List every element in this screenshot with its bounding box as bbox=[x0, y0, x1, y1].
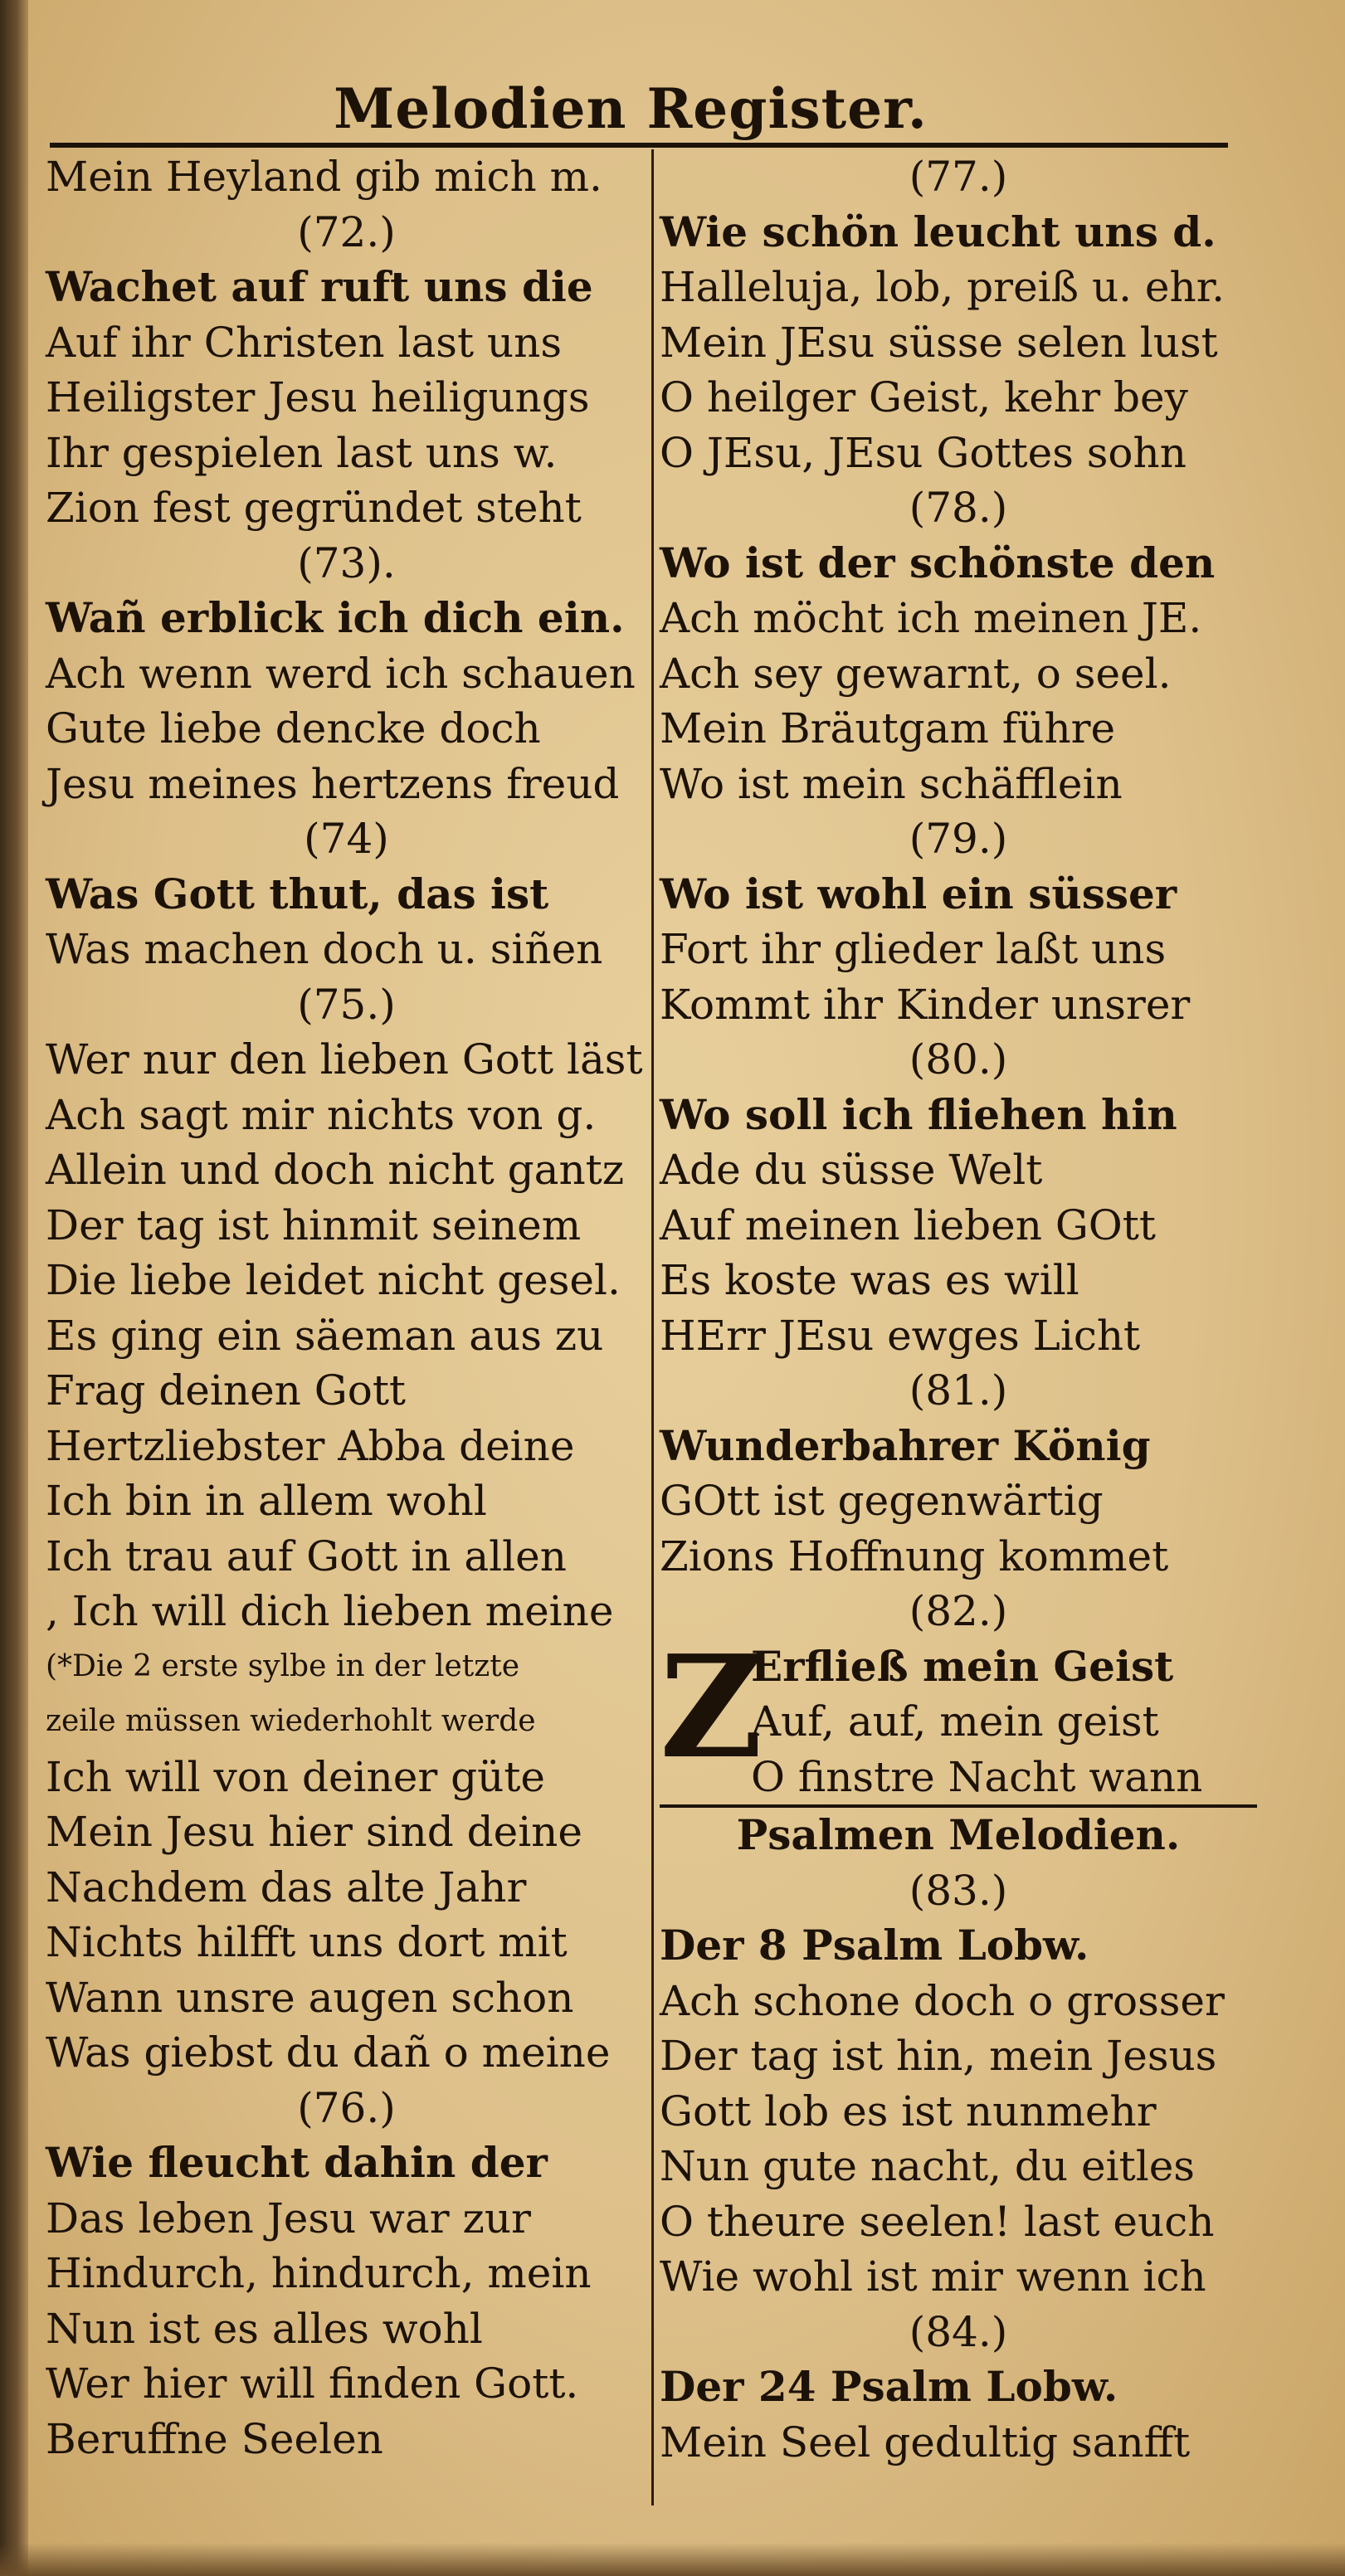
left-hymn-title: Allein und doch nicht gantz bbox=[46, 1146, 625, 1194]
right-hymn-title: GOtt ist gegenwärtig bbox=[660, 1477, 1104, 1525]
right-melody-heading: Wo soll ich fliehen hin bbox=[660, 1089, 1177, 1139]
left-hymn-title: Ich bin in allem wohl bbox=[46, 1477, 487, 1525]
drop-cap: Z bbox=[660, 1624, 763, 1790]
right-column bbox=[660, 149, 1257, 2470]
right-hymn-title: Ach möcht ich meinen JE. bbox=[660, 594, 1202, 642]
right-melody-number: (79.) bbox=[909, 815, 1008, 863]
right-hymn-title: Auf, auf, mein geist bbox=[751, 1697, 1159, 1746]
right-melody-heading: Der 8 Psalm Lobw. bbox=[660, 1921, 1089, 1970]
left-hymn-title: Ach wenn werd ich schauen bbox=[46, 649, 636, 698]
right-hymn-title: Nun gute nacht, du eitles bbox=[660, 2142, 1195, 2190]
left-hymn-title: Beruffne Seelen bbox=[46, 2414, 383, 2463]
left-hymn-title: Wann unsre augen schon bbox=[46, 1973, 574, 2022]
left-hymn-title: Was giebst du dañ o meine bbox=[46, 2028, 611, 2077]
right-hymn-title: O JEsu, JEsu Gottes sohn bbox=[660, 428, 1187, 477]
right-melody-heading: Wunderbahrer König bbox=[660, 1420, 1151, 1470]
right-hymn-title: Es koste was es will bbox=[660, 1256, 1079, 1304]
right-hymn-title: Zions Hoffnung kommet bbox=[660, 1531, 1169, 1580]
header-rule bbox=[50, 143, 1228, 148]
left-hymn-title: Was machen doch u. siñen bbox=[46, 925, 603, 973]
left-hymn-title: Das leben Jesu war zur bbox=[46, 2194, 531, 2242]
right-hymn-title: Ach schone doch o grosser bbox=[660, 1976, 1225, 2025]
left-hymn-title: Die liebe leidet nicht gesel. bbox=[46, 1256, 621, 1304]
right-hymn-title: Mein JEsu süsse selen lust bbox=[660, 318, 1218, 367]
right-melody-number: (80.) bbox=[909, 1035, 1008, 1083]
right-hymn-title: O theure seelen! last euch bbox=[660, 2197, 1215, 2246]
right-melody-heading: Wie schön leucht uns d. bbox=[660, 207, 1216, 256]
left-hymn-title: Mein Jesu hier sind deine bbox=[46, 1808, 582, 1856]
right-hymn-title: Fort ihr glieder laßt uns bbox=[660, 925, 1167, 973]
left-hymn-title: Gute liebe dencke doch bbox=[46, 704, 541, 752]
right-hymn-title: Wo ist mein schäfflein bbox=[660, 759, 1123, 808]
left-footnote-line: zeile müssen wiederhohlt werde bbox=[46, 1704, 536, 1738]
left-hymn-title: Wer nur den lieben Gott läst bbox=[46, 1035, 643, 1083]
right-melody-number: (81.) bbox=[909, 1366, 1008, 1415]
right-hymn-title: Auf meinen lieben GOtt bbox=[660, 1200, 1156, 1249]
left-hymn-title: Nichts hilfft uns dort mit bbox=[46, 1918, 568, 1966]
right-hymn-title: O heilger Geist, kehr bey bbox=[660, 373, 1188, 421]
left-hymn-title: Nun ist es alles wohl bbox=[46, 2304, 483, 2353]
left-hymn-title: Auf ihr Christen last uns bbox=[46, 318, 562, 367]
right-hymn-title: Mein Seel gedultig sanfft bbox=[660, 2418, 1191, 2466]
right-melody-heading: Wo ist der schönste den bbox=[660, 538, 1216, 587]
left-hymn-title: Ich will von deiner güte bbox=[46, 1752, 546, 1801]
right-hymn-title: Halleluja, lob, preiß u. ehr. bbox=[660, 263, 1226, 311]
right-hymn-title: Ade du süsse Welt bbox=[660, 1146, 1043, 1194]
left-hymn-title: Ich trau auf Gott in allen bbox=[46, 1531, 567, 1580]
left-hymn-title: Ach sagt mir nichts von g. bbox=[46, 1090, 597, 1139]
page-edge-shadow bbox=[0, 2543, 1345, 2576]
left-melody-number: (73). bbox=[297, 538, 396, 587]
left-hymn-title: Hertzliebster Abba deine bbox=[46, 1421, 575, 1470]
left-column bbox=[46, 149, 647, 2466]
left-melody-heading: Wañ erblick ich dich ein. bbox=[46, 593, 625, 642]
left-melody-heading: Wachet auf ruft uns die bbox=[46, 262, 593, 311]
right-melody-number: (77.) bbox=[909, 153, 1008, 201]
right-hymn-title: Gott lob es ist nunmehr bbox=[660, 2087, 1157, 2135]
right-hymn-title: O finstre Nacht wann bbox=[660, 1750, 1257, 1809]
left-melody-number: (72.) bbox=[297, 207, 396, 256]
right-hymn-title: HErr JEsu ewges Licht bbox=[660, 1311, 1141, 1360]
right-melody-number: (84.) bbox=[909, 2307, 1008, 2356]
right-section-heading: Psalmen Melodien. bbox=[736, 1810, 1181, 1859]
right-hymn-title: Ach sey gewarnt, o seel. bbox=[660, 649, 1172, 698]
right-melody-number: (82.) bbox=[909, 1587, 1008, 1635]
right-melody-number: (78.) bbox=[909, 484, 1008, 532]
left-melody-number: (76.) bbox=[297, 2083, 396, 2132]
right-melody-heading: Der 24 Psalm Lobw. bbox=[660, 2362, 1118, 2411]
right-hymn-title: Mein Bräutgam führe bbox=[660, 704, 1116, 752]
left-hymn-title: Hindurch, hindurch, mein bbox=[46, 2249, 592, 2297]
column-divider bbox=[651, 149, 654, 2505]
left-hymn-title: Der tag ist hinmit seinem bbox=[46, 1200, 582, 1249]
left-melody-number: (75.) bbox=[297, 980, 396, 1029]
left-hymn-title: Frag deinen Gott bbox=[46, 1366, 407, 1415]
right-melody-number: (83.) bbox=[909, 1866, 1008, 1915]
left-hymn-title: Nachdem das alte Jahr bbox=[46, 1863, 527, 1911]
left-hymn-title: Es ging ein säeman aus zu bbox=[46, 1311, 604, 1360]
right-hymn-title: Der tag ist hin, mein Jesus bbox=[660, 2032, 1217, 2080]
left-footnote-line: (*Die 2 erste sylbe in der letzte bbox=[46, 1648, 520, 1683]
right-hymn-title: Wie wohl ist mir wenn ich bbox=[660, 2252, 1206, 2301]
right-hymn-title: Kommt ihr Kinder unsrer bbox=[660, 980, 1191, 1029]
left-melody-number: (74) bbox=[304, 815, 389, 863]
right-heading-text: Erfließ mein Geist bbox=[751, 1641, 1174, 1691]
left-hymn-title: Zion fest gegründet steht bbox=[46, 484, 582, 532]
left-hymn-title: Wer hier will finden Gott. bbox=[46, 2359, 579, 2408]
left-hymn-title: Ihr gespielen last uns w. bbox=[46, 428, 558, 477]
left-hymn-title: , Ich will dich lieben meine bbox=[46, 1587, 614, 1635]
page-title: Melodien Register. bbox=[334, 76, 928, 141]
left-hymn-title: Jesu meines hertzens freud bbox=[46, 759, 620, 808]
right-melody-heading: Wo ist wohl ein süsser bbox=[660, 869, 1177, 918]
left-melody-heading: Was Gott thut, das ist bbox=[46, 869, 549, 918]
book-spine bbox=[0, 0, 28, 2576]
left-hymn-title: Heiligster Jesu heiligungs bbox=[46, 373, 590, 421]
left-hymn-title: Mein Heyland gib mich m. bbox=[46, 153, 602, 201]
left-melody-heading: Wie fleucht dahin der bbox=[46, 2138, 548, 2187]
